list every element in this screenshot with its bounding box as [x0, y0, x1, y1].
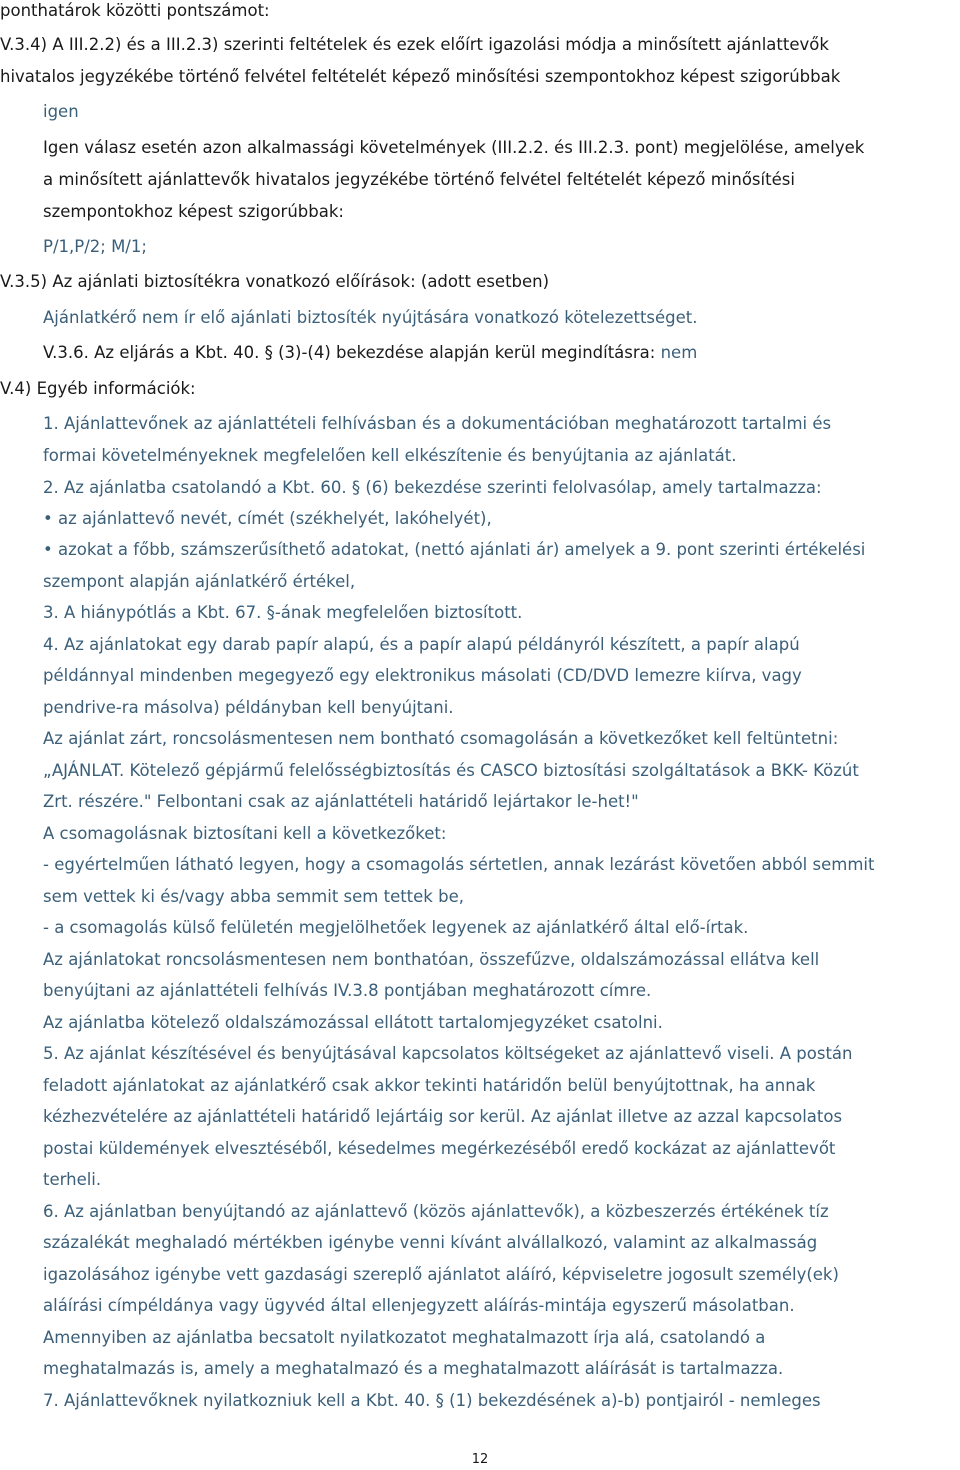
info-paragraph: Az ajánlatba kötelező oldalszámozással ellátott tartalomjegyzéket csatolni.: [43, 1013, 663, 1032]
page-number: 12: [471, 1452, 489, 1467]
info-paragraph: „AJÁNLAT. Kötelező gépjármű felelősségbiztosítás és CASCO biztosítási szolgáltatások a BKK- Közút: [43, 761, 859, 780]
text-line: a minősített ajánlattevők hivatalos jegyzékébe történő felvétel feltételét képező minősítési: [43, 170, 795, 189]
section-heading: V.3.5) Az ajánlati biztosítékra vonatkozó előírások: (adott esetben): [0, 272, 550, 291]
info-paragraph: 7. Ajánlattevőknek nyilatkozniuk kell a Kbt. 40. § (1) bekezdésének a)-b) pontjairól - nemleges: [43, 1391, 821, 1410]
info-paragraph: példánnyal mindenben megegyező egy elektronikus másolati (CD/DVD lemezre kiírva, vagy: [43, 666, 802, 685]
info-paragraph: aláírási címpéldánya vagy ügyvéd által ellenjegyzett aláírás-mintája egyszerű másolatban.: [43, 1296, 795, 1315]
info-paragraph: benyújtani az ajánlattételi felhívás IV.3.8 pontjában meghatározott címre.: [43, 981, 652, 1000]
info-paragraph: kézhezvételére az ajánlattételi határidő lejártáig sor kerül. Az ajánlat illetve az azzal kapcsolatos: [43, 1107, 843, 1126]
info-paragraph: postai küldemények elvesztéséből, késedelmes megérkezéséből eredő kockázat az ajánlattevőt: [43, 1139, 836, 1158]
text-line: [43, 342, 697, 364]
info-paragraph: szempont alapján ajánlatkérő értékel,: [43, 572, 356, 591]
text-line: Igen válasz esetén azon alkalmassági követelmények (III.2.2. és III.2.3. pont) megjelölése, amelyek: [43, 138, 865, 157]
text-line: szempontokhoz képest szigorúbbak:: [43, 202, 344, 221]
info-paragraph: 2. Az ajánlatba csatolandó a Kbt. 60. § (6) bekezdése szerinti felolvasólap, amely tartalmazza:: [43, 478, 822, 497]
section-heading: V.3.4) A III.2.2) és a III.2.3) szerinti feltételek és ezek előírt igazolási módja a minősített ajánlattevők: [0, 35, 829, 54]
answer-value: P/1,P/2; M/1;: [43, 237, 147, 256]
info-paragraph: 4. Az ajánlatokat egy darab papír alapú, és a papír alapú példányról készített, a papír alapú: [43, 635, 800, 654]
info-paragraph: - a csomagolás külső felületén megjelölhetőek legyenek az ajánlatkérő által elő-írtak.: [43, 918, 749, 937]
info-paragraph: 3. A hiánypótlás a Kbt. 67. §-ának megfelelően biztosított.: [43, 603, 523, 622]
info-paragraph: sem vettek ki és/vagy abba semmit sem tettek be,: [43, 887, 464, 906]
info-paragraph: Az ajánlatokat roncsolásmentesen nem bonthatóan, összefűzve, oldalszámozással ellátva kell: [43, 950, 820, 969]
answer-value: Ajánlatkérő nem ír elő ajánlati biztosíték nyújtására vonatkozó kötelezettséget.: [43, 308, 698, 327]
info-paragraph: feladott ajánlatokat az ajánlatkérő csak akkor tekinti határidőn belül benyújtottnak, ha annak: [43, 1076, 816, 1095]
question-text: V.3.6. Az eljárás a Kbt. 40. § (3)-(4) bekezdése alapján kerül megindításra:: [43, 343, 656, 362]
answer-value: igen: [43, 102, 79, 121]
section-heading-cont: hivatalos jegyzékébe történő felvétel feltételét képező minősítési szempontokhoz képest szigorúbbak: [0, 67, 841, 86]
info-paragraph: Amennyiben az ajánlatba becsatolt nyilatkozatot meghatalmazott írja alá, csatolandó a: [43, 1328, 766, 1347]
info-paragraph: - egyértelműen látható legyen, hogy a csomagolás sértetlen, annak lezárást követően abból semmit: [43, 855, 875, 874]
info-paragraph: 6. Az ajánlatban benyújtandó az ajánlattevő (közös ajánlattevők), a közbeszerzés értékének tíz: [43, 1202, 829, 1221]
info-paragraph: formai követelményeknek megfelelően kell elkészítenie és benyújtania az ajánlatát.: [43, 446, 737, 465]
info-paragraph: Zrt. részére." Felbontani csak az ajánlattételi határidő lejártakor le-het!": [43, 792, 639, 811]
bullet-item: • az ajánlattevő nevét, címét (székhelyét, lakóhelyét),: [43, 509, 492, 528]
info-paragraph: A csomagolásnak biztosítani kell a következőket:: [43, 824, 447, 843]
info-paragraph: 5. Az ajánlat készítésével és benyújtásával kapcsolatos költségeket az ajánlattevő viseli. A postán: [43, 1044, 853, 1063]
info-paragraph: terheli.: [43, 1170, 102, 1189]
answer-value: nem: [655, 343, 698, 362]
bullet-item: • azokat a főbb, számszerűsíthető adatokat, (nettó ajánlati ár) amelyek a 9. pont szerinti értékelési: [43, 540, 866, 559]
info-paragraph: Az ajánlat zárt, roncsolásmentesen nem bontható csomagolásán a következőket kell feltüntetni:: [43, 729, 839, 748]
info-paragraph: igazolásához igénybe vett gazdasági szereplő ajánlatot aláíró, képviseletre jogosult személy(ek): [43, 1265, 839, 1284]
info-paragraph: pendrive-ra másolva) példányban kell benyújtani.: [43, 698, 454, 717]
info-paragraph: meghatalmazás is, amely a meghatalmazó és a meghatalmazott aláírását is tartalmazza.: [43, 1359, 784, 1378]
info-paragraph: 1. Ajánlattevőnek az ajánlattételi felhívásban és a dokumentációban meghatározott tartalmi és: [43, 414, 832, 433]
section-heading: V.4) Egyéb információk:: [0, 379, 196, 398]
info-paragraph: százalékát meghaladó mértékben igénybe venni kívánt alvállalkozó, valamint az alkalmasság: [43, 1233, 818, 1252]
text-line: ponthatárok közötti pontszámot:: [0, 1, 270, 20]
